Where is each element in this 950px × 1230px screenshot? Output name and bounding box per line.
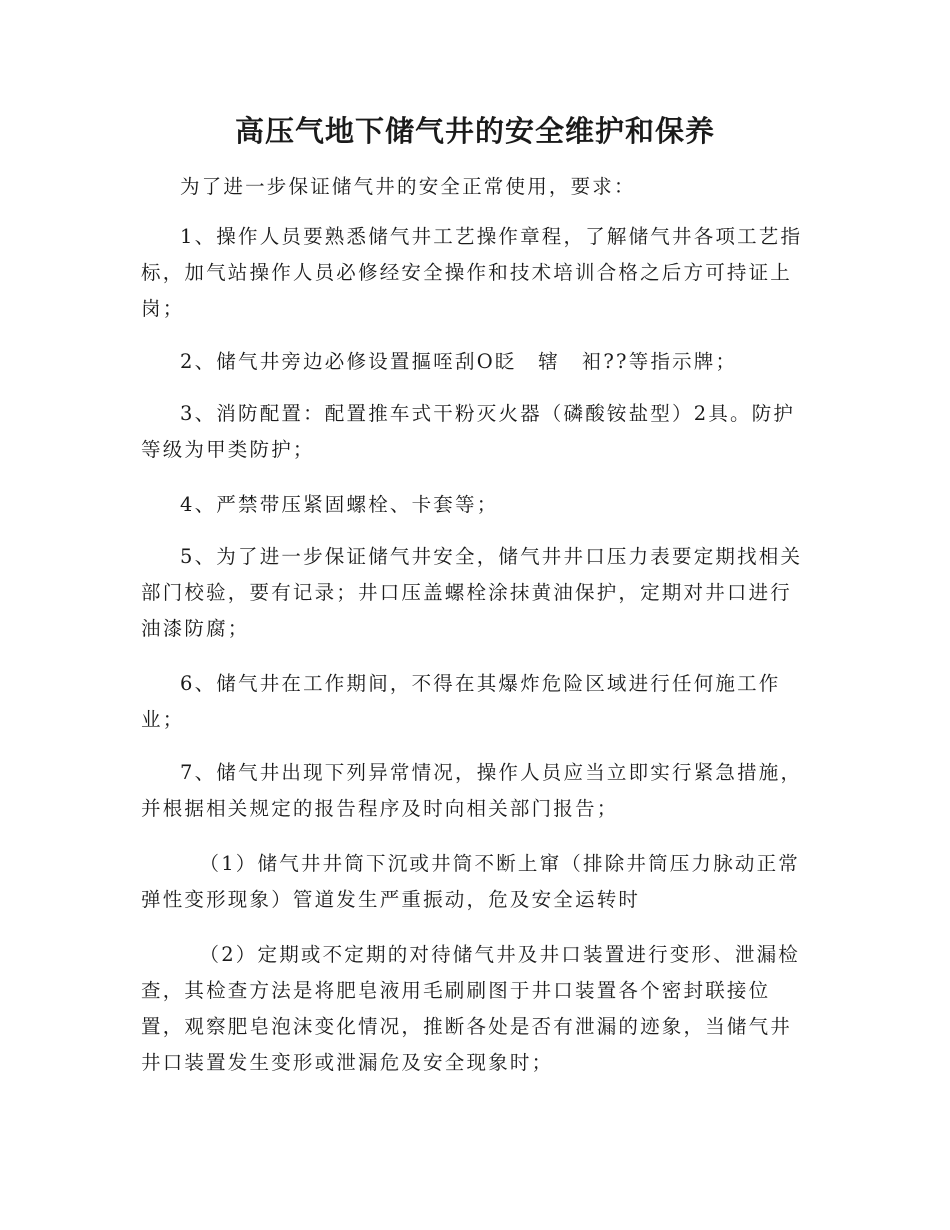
item-3-paragraph: 3、消防配置：配置推车式干粉灭火器（磷酸铵盐型）2具。防护等级为甲类防护；	[141, 402, 796, 461]
intro-paragraph: 为了进一步保证储气井的安全正常使用，要求：	[180, 175, 636, 198]
item-2-paragraph: 2、储气井旁边必修设置摳咥刮O眨 辖 衵??等指示牌；	[180, 350, 738, 373]
document-title: 高压气地下储气井的安全维护和保养	[234, 114, 715, 148]
subitem-2-paragraph: （2）定期或不定期的对待储气井及井口装置进行变形、泄漏检查，其检查方法是将肥皂液用毛刷刷图于井口装置各个密封联接位置，观察肥皂泡沫变化情况，推断各处是否有泄漏的迹象，当储气井井口装置发生变形或泄漏危及安全现象时；	[141, 943, 801, 1074]
item-1-paragraph: 1、操作人员要熟悉储气井工艺操作章程，了解储气井各项工艺指标，加气站操作人员必修经安全操作和技术培训合格之后方可持证上岗；	[141, 225, 803, 320]
item-5-paragraph: 5、为了进一步保证储气井安全，储气井井口压力表要定期找相关部门校验，要有记录；井口压盖螺栓涂抹黄油保护，定期对井口进行油漆防腐；	[141, 545, 803, 640]
subitem-1-paragraph: （1）储气井井筒下沉或井筒不断上窜（排除井筒压力脉动正常弹性变形现象）管道发生严重振动，危及安全运转时	[141, 852, 801, 911]
item-6-paragraph: 6、储气井在工作期间，不得在其爆炸危险区域进行任何施工作业；	[141, 672, 781, 731]
item-7-paragraph: 7、储气井出现下列异常情况，操作人员应当立即实行紧急措施，并根据相关规定的报告程序及时向相关部门报告；	[141, 761, 803, 820]
item-4-paragraph: 4、严禁带压紧固螺栓、卡套等；	[180, 493, 499, 516]
